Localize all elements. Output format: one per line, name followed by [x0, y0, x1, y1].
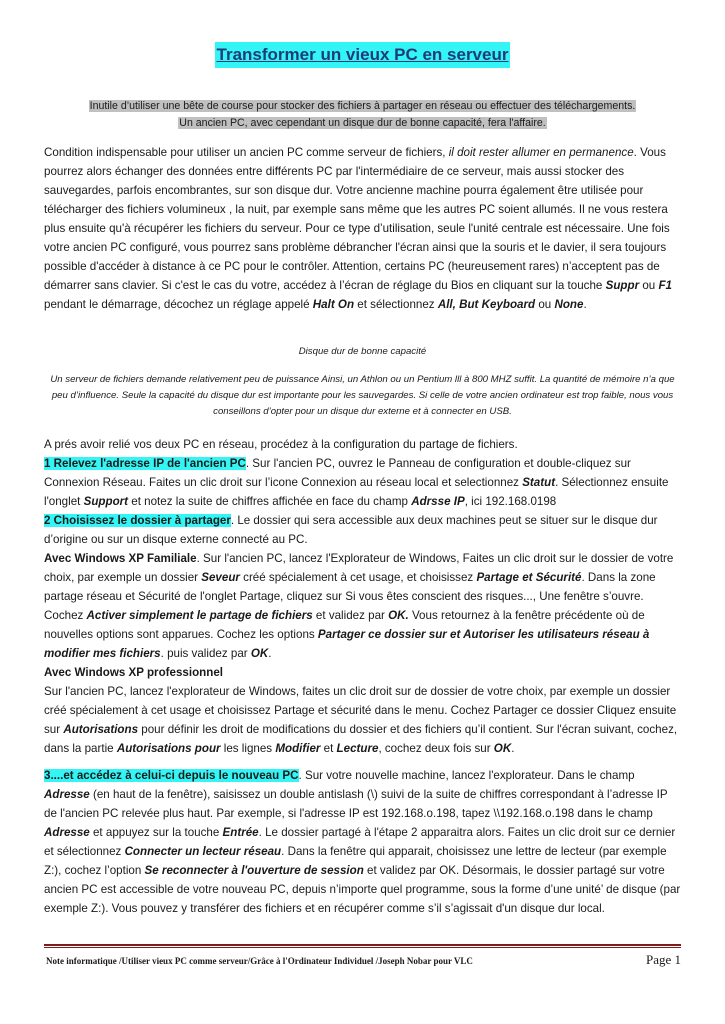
tab-support: Support — [83, 495, 129, 508]
option-activer-partage: Activer simplement le partage de fichiers — [86, 609, 313, 622]
text-run: A prés avoir relié vos deux PC en réseau, procédez à la configuration du partage de fichiers. — [44, 438, 518, 451]
xp-pro-heading: Avec Windows XP professionnel — [44, 666, 223, 679]
page-title: Transformer un vieux PC en serveur — [215, 42, 511, 68]
option-reconnecter: Se reconnecter à l'ouverture de session — [144, 864, 364, 877]
note-server-hardware: Un serveur de fichiers demande relativement peu de puissance Ainsi, un Athlon ou un Pentium lll à 800 MHZ suffit. La quantité de mémoire n’a que peu d’influence. Seule la capacité du disque dur est importante pour les sauvegardes. Si celle de votre ancien ordinateur est trop faible, nous vous conseillons d’opter pour un disque dur externe et à connecter en USB. — [50, 374, 675, 417]
button-autorisations: Autorisations — [63, 723, 139, 736]
field-adresse: Adresse — [44, 826, 90, 839]
page-number: Page 1 — [645, 952, 681, 967]
text-run: . puis validez par — [160, 647, 251, 660]
caption-disk: Disque dur de bonne capacité — [298, 346, 427, 357]
text-run: . Dans la fenêtre qui apparait, choisissez une lettre de lecteur (par exemple Z:), cochez l’option — [44, 845, 667, 877]
menu-statut: Statut — [522, 476, 556, 489]
button-ok: OK — [493, 742, 512, 755]
text-run: Vous retournez à la fenêtre précédente où de nouvelles options sont apparues. Cochez les options — [44, 609, 645, 641]
text-run: . Le dossier partagé à l'étape 2 apparaitra alors. Faites un clic droit sur ce dernier et sélectionnez — [44, 826, 676, 858]
intro-line-2: Un ancien PC, avec cependant un disque dur de bonne capacité, fera l'affaire. — [179, 117, 546, 129]
menu-connecter-lecteur: Connecter un lecteur réseau — [124, 845, 282, 858]
text-run: et — [320, 742, 337, 755]
setting-halt-on: Halt On — [312, 298, 355, 311]
intro-line-1: Inutile d’utiliser une bête de course pour stocker des fichiers à partager en réseau ou effectuer des téléchargements. — [89, 100, 636, 112]
intro-block — [44, 98, 681, 132]
field-adresse: Adresse — [44, 788, 90, 801]
text-run: . Sélectionnez ensuite l'onglet — [44, 476, 669, 508]
step-1-heading: 1 Relevez l'adresse IP de l'ancien PC — [44, 457, 246, 470]
text-run: pour définir les droit de modifications du dossier et des fichiers qu’il contient. Sur l'écran suivant, cochez, dans la partie — [44, 723, 678, 755]
text-run: ou — [535, 298, 555, 311]
text-run: et sélectionnez — [354, 298, 438, 311]
text-run-italic: il doit rester allumer en permanence — [448, 146, 634, 159]
text-run: . Dans la zone partage réseau et Sécurité de l'onglet Partage, cliquez sur Si vous êtes conscient des risques..., Une fenêtre s’ouvre. Cochez — [44, 571, 656, 622]
text-run: et validez par OK. Désormais, le dossier partagé sur votre ancien PC est accessible de votre nouveau PC, depuis n’importe quel programme, sous la forme d’une unité’ de disque (par exemple Z:). Vous pouvez y transférer des fichiers et en récupérer comme s’il s’agissait d'un disque dur local. — [44, 864, 681, 915]
title-wrapper — [44, 42, 681, 68]
text-run: . Sur l'ancien PC, lancez l'Explorateur de Windows, Faites un clic droit sur le dossier de votre choix, par exemple un dossier — [44, 552, 674, 584]
key-f1: F1 — [658, 279, 672, 292]
text-run: . Vous pourrez alors échanger des données entre différents PC par l'intermédiaire de ce serveur, mais aussi stocker des sauvegardes, parfois encombrantes, sur son disque dur. Votre ancienne machine pourra également être utilisée pour télécharger des fichiers volumineux , la nuit, par exemple sans même que les autres PC soient allumés. Il ne vous restera plus ensuite qu'à récupérer les fichiers du serveur. Pour ce type d’utilisation, seule l'unité centrale est nécessaire. Une fois votre ancien PC configuré, vous pourrez sans problème débrancher l'écran ainsi que la souris et le davier, il sera toujours possible d'accéder à distance à ce PC pour le contrôler. Attention, certains PC (heureusement rares) n’acceptent pas de démarrer sans clavier. Si c'est le cas du votre, accédez à l’écran de réglage du Bios en cliquant sur la touche — [44, 146, 670, 292]
text-run: . — [511, 742, 515, 755]
paragraph-requirements — [44, 143, 681, 314]
footer-rule-thin — [44, 947, 681, 948]
field-adresse-ip: Adrsse IP — [411, 495, 465, 508]
folder-seveur: Seveur — [201, 571, 240, 584]
footer-note: Note informatique /Utiliser vieux PC comme serveur/Grâce à l'Ordinateur Individuel /Joseph Nobar pour VLC — [46, 956, 473, 966]
text-run: . — [268, 647, 272, 660]
step-2-heading: 2 Choisissez le dossier à partager — [44, 514, 231, 527]
text-run: pendant le démarrage, décochez un réglage appelé — [44, 298, 313, 311]
button-ok: OK — [250, 647, 269, 660]
text-run: , ici 192.168.0198 — [464, 495, 557, 508]
text-run: , cochez deux fois sur — [378, 742, 494, 755]
key-entree: Entrée — [222, 826, 259, 839]
setting-all-but-keyboard: All, But Keyboard — [437, 298, 536, 311]
permission-lecture: Lecture — [336, 742, 379, 755]
menu-partage-securite: Partage et Sécurité — [476, 571, 582, 584]
footer-rule-thick — [44, 944, 681, 946]
text-run: les lignes — [220, 742, 276, 755]
text-run: . Sur l'ancien PC, ouvrez le Panneau de configuration et double-cliquez sur Connexion Réseau. Faites un clic droit sur l’icone Connexion au réseau local et selectionnez — [44, 457, 631, 489]
setting-none: None — [554, 298, 584, 311]
option-partager-autoriser: Partager ce dossier sur et Autoriser les utilisateurs réseau à modifier mes fichiers — [44, 628, 650, 660]
xp-familiale-heading: Avec Windows XP Familiale — [44, 552, 197, 565]
key-suppr: Suppr — [605, 279, 640, 292]
step-3-heading: 3....et accédez à celui-ci depuis le nouveau PC — [44, 769, 299, 782]
section-autorisations-pour: Autorisations pour — [116, 742, 221, 755]
text-run: et notez la suite de chiffres affichée en face du champ — [128, 495, 412, 508]
text-run: . Le dossier qui sera accessible aux deux machines peut se situer sur le disque dur d’origine ou sur un disque externe connecté au PC. — [44, 514, 658, 546]
button-ok: OK. — [388, 609, 409, 622]
text-run: et validez par — [312, 609, 389, 622]
text-run: et appuyez sur la touche — [89, 826, 223, 839]
paragraph-access — [44, 766, 681, 918]
text-run: ou — [639, 279, 659, 292]
text-run: (en haut de la fenêtre), saisissez un double antislash (\) suivi de la suite de chiffres correspondant à l’adresse IP de l'ancien PC relevée plus haut. Par exemple, si l'adresse IP est 192.168.o.198, tapez \\192.168.o.198 dans le champ — [44, 788, 668, 820]
paragraph-configuration — [44, 435, 681, 758]
text-run: Sur l'ancien PC, lancez l'explorateur de Windows, faites un clic droit sur de dossier de votre choix, par exemple un dossier créé spécialement à cet usage et choisissez Partage et sécurité dans le menu. Cochez Partager ce dossier Cliquez ensuite sur — [44, 685, 677, 736]
text-run: Condition indispensable pour utiliser un ancien PC comme serveur de fichiers, — [44, 146, 449, 159]
text-run: . Sur votre nouvelle machine, lancez l'explorateur. Dans le champ — [298, 769, 635, 782]
permission-modifier: Modifier — [275, 742, 321, 755]
text-run: créé spécialement à cet usage, et choisissez — [239, 571, 477, 584]
text-run: . — [583, 298, 587, 311]
